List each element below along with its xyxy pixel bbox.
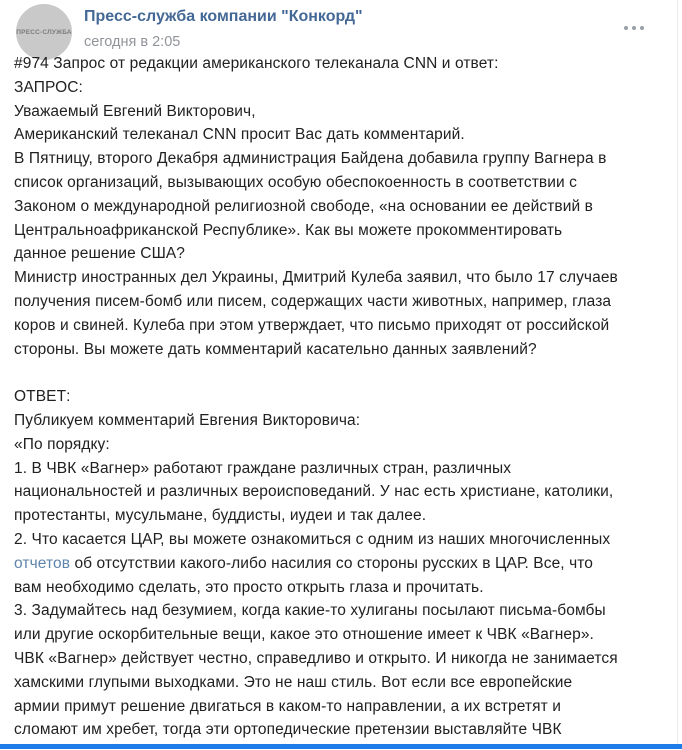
post-text-line: Публикуем комментарий Евгения Викторовича: xyxy=(14,411,361,429)
post-timestamp[interactable]: сегодня в 2:05 xyxy=(84,34,181,50)
post-text-line: «По порядку: xyxy=(14,435,110,453)
post-text-line: хамскими глупыми выходками. Это не наш стиль. Вот если все европейские xyxy=(14,673,573,691)
post-text-line: сломают им хребет, тогда эти ортопедические претензии выставляйте ЧВК xyxy=(14,721,562,739)
post-text-line: 1. В ЧВК «Вагнер» работают граждане различных стран, различных xyxy=(14,459,512,477)
bottom-accent-bar xyxy=(0,744,682,749)
post-text-line: Центральноафриканской Республике». Как вы можете прокомментировать xyxy=(14,221,563,239)
post-text-line: данное решение США? xyxy=(14,245,186,263)
post-text-line: ОТВЕТ: xyxy=(14,388,71,406)
post-text-line: #974 Запрос от редакции американского телеканала CNN и ответ: xyxy=(14,55,499,72)
post-body xyxy=(14,52,674,742)
post-text-line: армии примут решение двигаться в каком-то направлении, а их встретят и xyxy=(14,697,561,715)
content-right-divider xyxy=(677,0,678,745)
post-text-line: национальностей и различных вероисповеданий. У нас есть христиане, католики, xyxy=(14,483,614,501)
post-text-line: Законом о международной религиозной свободе, «на основании ее действий в xyxy=(14,197,593,215)
post-menu-button[interactable] xyxy=(616,14,652,38)
post-text-line: стороны. Вы можете дать комментарий касательно данных заявлений? xyxy=(14,340,537,358)
avatar-label: ПРЕСС-СЛУЖБА xyxy=(16,28,72,36)
post-text-line: 3. Задумайтесь над безумием, когда какие-то хулиганы посылают письма-бомбы xyxy=(14,602,606,620)
post-text-line: вам необходимо сделать, это просто открыть глаза и прочитать. xyxy=(14,578,484,596)
post-text-line: протестанты, мусульмане, буддисты, иудеи и так далее. xyxy=(14,507,427,525)
post-text-line: коров и свиней. Кулеба при этом утверждает, что письмо приходят от российской xyxy=(14,316,610,334)
author-link[interactable]: Пресс-служба компании "Конкорд" xyxy=(84,8,363,25)
post-text-line xyxy=(14,361,674,385)
post-text-line: В Пятницу, второго Декабря администрация Байдена добавила группу Вагнера в xyxy=(14,150,607,168)
ellipsis-menu-icon xyxy=(622,17,646,35)
post-text-line: отчетов об отсутствии какого-либо насилия со стороны русских в ЦАР. Все, что xyxy=(14,554,594,572)
post-text-line: или другие оскорбительные вещи, какое это отношение имеет к ЧВК «Вагнер». xyxy=(14,626,594,644)
inline-link[interactable]: отчетов xyxy=(14,554,71,572)
post-text-line: Уважаемый Евгений Викторович, xyxy=(14,102,256,120)
post-text-line: ЧВК «Вагнер» действует честно, справедливо и открыто. И никогда не занимается xyxy=(14,649,618,667)
post-text-line: получения писем-бомб или писем, содержащих части животных, например, глаза xyxy=(14,292,612,310)
post-text-line: список организаций, вызывающих особую обеспокоенность в соответствии с xyxy=(14,173,578,191)
post-text-line: Министр иностранных дел Украины, Дмитрий Кулеба заявил, что было 17 случаев xyxy=(14,269,618,287)
post-text-line: 2. Что касается ЦАР, вы можете ознакомиться с одним из наших многочисленных xyxy=(14,530,611,548)
post-text-line: ЗАПРОС: xyxy=(14,78,83,96)
post-text-line: Американский телеканал CNN просит Вас дать комментарий. xyxy=(14,126,465,144)
